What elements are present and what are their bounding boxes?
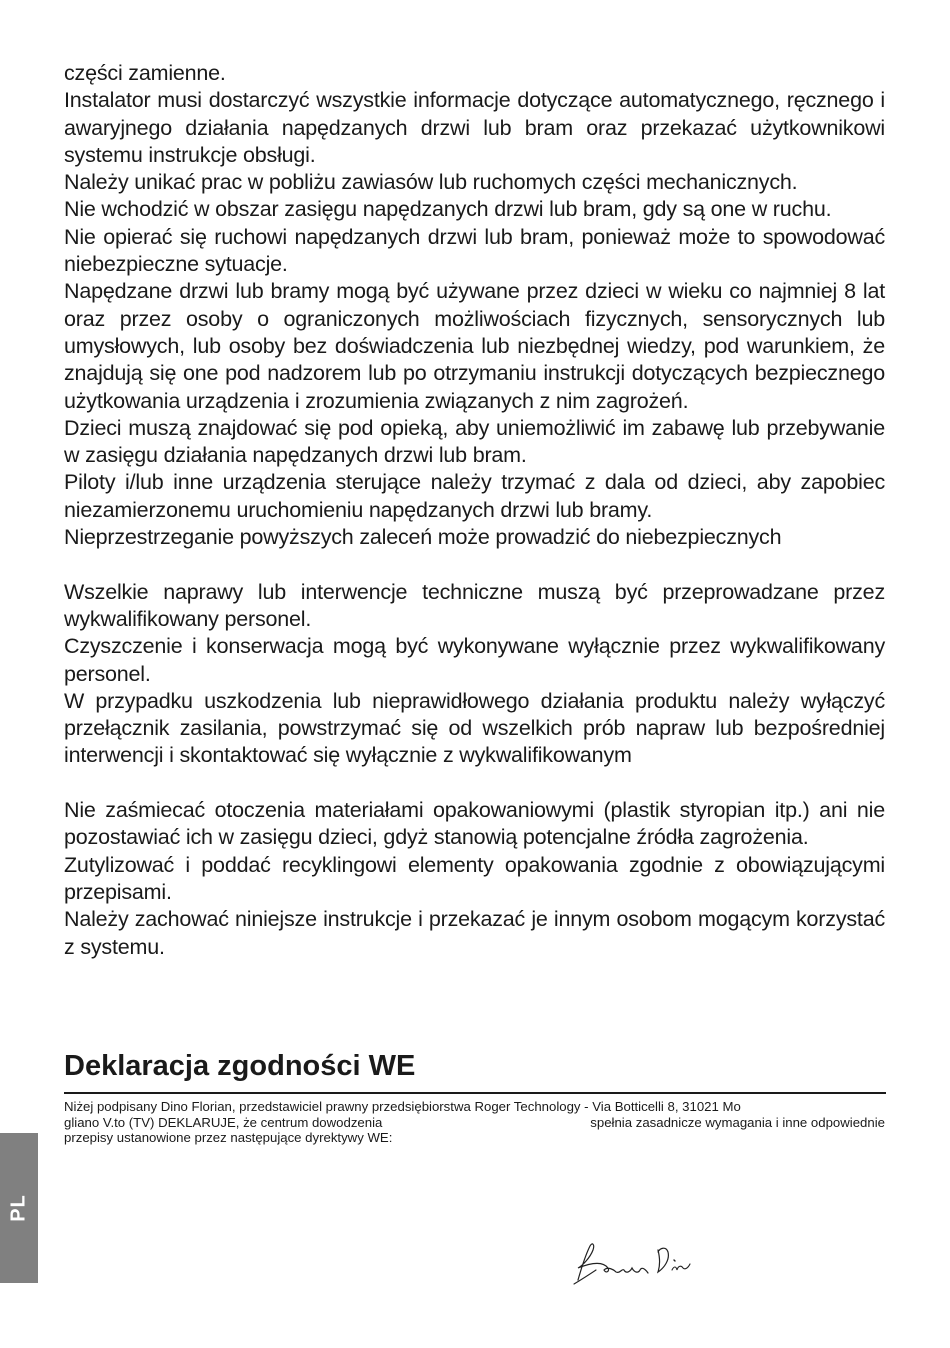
declaration-text (64, 1099, 885, 1146)
paragraph: Napędzane drzwi lub bramy mogą być używane przez dzieci w wieku co najmniej 8 lat oraz przez osoby o ograniczonych możliwościach fizycznych, sensorycznych lub umysłowych, lub osoby bez doświadczenia lub niezbędnej wiedzy, pod warunkiem, że znajdują się one pod nadzorem lub po otrzymaniu instrukcji dotyczących bezpiecznego użytkowania urządzenia i zrozumienia związanych z nim zagrożeń. (64, 279, 885, 413)
paragraph: Czyszczenie i konserwacja mogą być wykonywane wyłącznie przez wykwalifikowany personel. (64, 634, 885, 686)
paragraph: części zamienne. (64, 61, 226, 85)
paragraph: Nieprzestrzeganie powyższych zaleceń może prowadzić do niebezpiecznych (64, 525, 782, 550)
paragraph: Instalator musi dostarczyć wszystkie informacje dotyczące automatycznego, ręcznego i awaryjnego działania napędzanych drzwi lub bram oraz przekazać użytkownikowi systemu instrukcje obsługi. (64, 88, 885, 167)
declaration-line-right: spełnia zasadnicze wymagania i inne odpowiednie (590, 1114, 885, 1130)
paragraph: W przypadku uszkodzenia lub nieprawidłowego działania produktu należy wyłączyć przełącznik zasilania, powstrzymać się od wszelkich prób napraw lub bezpośredniej interwencji i skontaktować się wyłącznie z wykwalifikowanym (64, 688, 885, 768)
declaration-line: przepisy ustanowione przez następujące dyrektywy WE: (64, 1130, 393, 1145)
title-divider (64, 1092, 886, 1094)
paragraph: Zutylizować i poddać recyklingowi elementy opakowania zgodnie z obowiązującymi przepisami. (64, 852, 885, 904)
language-tab (0, 1133, 38, 1283)
paragraph: Nie opierać się ruchowi napędzanych drzwi lub bram, ponieważ może to spowodować niebezpieczne sytuacje. (64, 224, 885, 277)
safety-instructions (64, 60, 885, 961)
paragraph: Należy zachować niniejsze instrukcje i przekazać je innym osobom mogącym korzystać z systemu. (64, 907, 885, 959)
paragraph-gap (64, 551, 885, 578)
paragraph: Należy unikać prac w pobliżu zawiasów lub ruchomych części mechanicznych. (64, 170, 798, 195)
paragraph: Nie zaśmiecać otoczenia materiałami opakowaniowymi (plastik styropian itp.) ani nie pozostawiać ich w zasięgu dzieci, gdyż stanowią potencjalne źródła zagrożenia. (64, 798, 885, 850)
paragraph: Nie wchodzić w obszar zasięgu napędzanych drzwi lub bram, gdy są one w ruchu. (64, 197, 832, 222)
signature-image (568, 1240, 698, 1288)
declaration-title: Deklaracja zgodności WE (64, 1050, 416, 1082)
declaration-line: Niżej podpisany Dino Florian, przedstawiciel prawny przedsiębiorstwa Roger Technology - Via Botticelli 8, 31021 Mo (64, 1099, 741, 1114)
declaration-line-left: gliano V.to (TV) DEKLARUJE, że centrum dowodzenia (64, 1114, 383, 1130)
paragraph: Piloty i/lub inne urządzenia sterujące należy trzymać z dala od dzieci, aby zapobiec niezamierzonemu uruchomieniu napędzanych drzwi lub bramy. (64, 470, 885, 522)
paragraph-gap (64, 770, 885, 797)
language-tab-label: PL (7, 1194, 30, 1222)
paragraph: Wszelkie naprawy lub interwencje techniczne muszą być przeprowadzane przez wykwalifikowany personel. (64, 579, 885, 631)
declaration-line (64, 1115, 885, 1131)
paragraph: Dzieci muszą znajdować się pod opieką, aby uniemożliwić im zabawę lub przebywanie w zasięgu działania napędzanych drzwi lub bram. (64, 415, 885, 468)
